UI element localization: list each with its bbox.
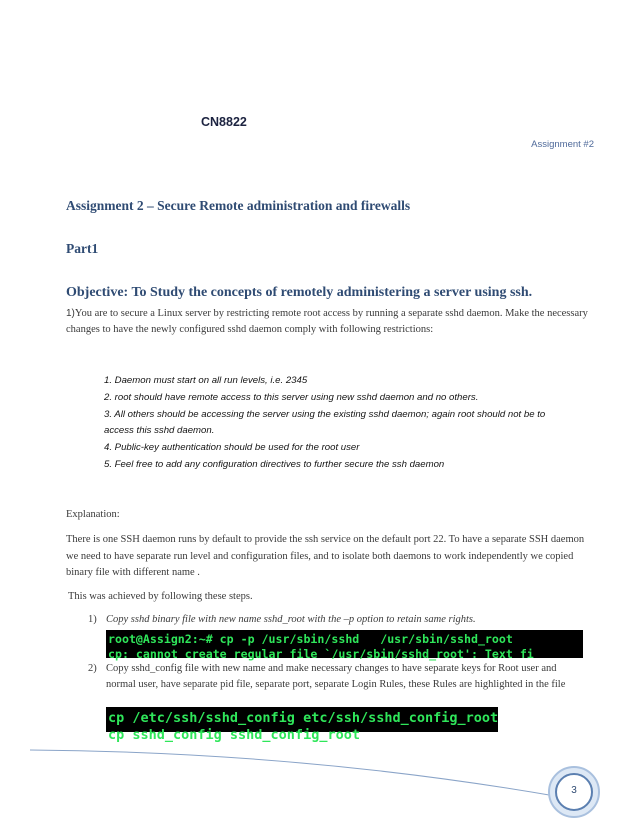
terminal-line: cp: cannot create regular file `/usr/sbin/sshd_root': Text fi: [108, 647, 534, 661]
step-number: 1): [88, 614, 97, 625]
restriction-item: access this sshd daemon.: [104, 425, 215, 437]
step-text: Copy sshd_config file with new name and make necessary changes to have separate keys for Root user and normal user, have separate pid file, separate port, separate Login Rules, these Rules are highlighted in the file: [106, 663, 566, 690]
step-number: 2): [88, 663, 97, 674]
footer-curve-line: [30, 750, 555, 796]
explanation-paragraph: There is one SSH daemon runs by default to provide the ssh service on the default port 22. To have a separate SSH daemon we need to have separate run level and configuration files, and to isolate both daemons to work independently we copied binary file with different name .: [66, 534, 585, 578]
part-title: Part1: [66, 241, 99, 256]
step-item: [88, 612, 588, 628]
restriction-item: 5. Feel free to add any configuration directives to further secure the ssh daemon: [104, 458, 445, 470]
terminal-line: root@Assign2:~# cp -p /usr/sbin/sshd /usr/sbin/sshd_root: [108, 632, 513, 646]
steps-intro: This was achieved by following these steps.: [68, 591, 253, 602]
terminal-screenshot: [106, 630, 583, 661]
page-number: 3: [571, 785, 577, 796]
restriction-item: 3. All others should be accessing the server using the existing sshd daemon; again root should not be to: [104, 408, 546, 420]
intro-number: 1): [66, 308, 75, 319]
footer-decoration: [0, 740, 638, 826]
document-title: Assignment 2 – Secure Remote administration and firewalls: [66, 198, 411, 213]
step-item: [88, 661, 588, 692]
terminal-line: cp /etc/ssh/sshd_config etc/ssh/sshd_config_root: [108, 710, 499, 726]
explanation-label: Explanation:: [66, 509, 120, 520]
terminal-screenshot: [106, 707, 499, 743]
step-text: Copy sshd binary file with new name sshd_root with the –p option to retain same rights.: [106, 614, 476, 625]
objective-heading: Objective: To Study the concepts of remotely administering a server using ssh.: [66, 285, 533, 300]
restrictions-list: [104, 373, 604, 474]
restriction-item: 4. Public-key authentication should be used for the root user: [104, 442, 360, 454]
restriction-item: 2. root should have remote access to this server using new sshd daemon and no others.: [104, 391, 479, 403]
terminal-line: cp sshd_config sshd_config_root: [108, 727, 360, 743]
course-code: CN8822: [201, 115, 247, 129]
restriction-item: 1. Daemon must start on all run levels, i.e. 2345: [104, 375, 308, 386]
intro-text: You are to secure a Linux server by restricting remote root access by running a separate sshd daemon. Make the necessary changes to have the newly configured sshd daemon comply with following restrictions:: [66, 308, 588, 335]
assignment-label: Assignment #2: [531, 139, 594, 150]
intro-paragraph: [66, 306, 606, 338]
